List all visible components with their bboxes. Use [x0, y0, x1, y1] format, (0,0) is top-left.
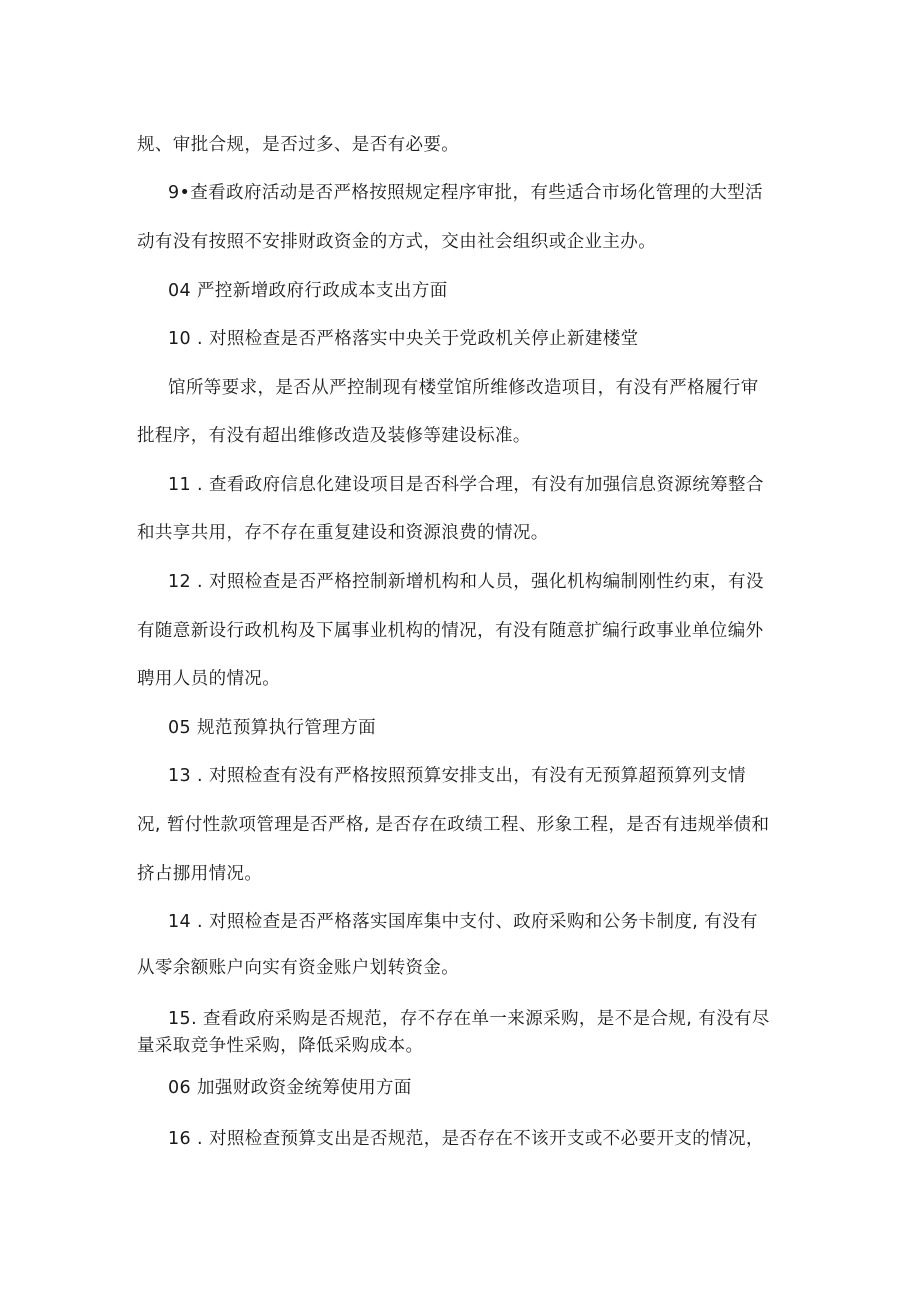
text-line: 13 . 对照检查有没有严格按照预算安排支出，有没有无预算超预算列支情 — [168, 766, 746, 786]
text-line: 有随意新设行政机构及下属事业机构的情况，有没有随意扩编行政事业单位编外 — [137, 621, 764, 641]
text-line: 10 . 对照检查是否严格落实中央关于党政机关停止新建楼堂 — [168, 329, 639, 349]
text-line: 况, 暂付性款项管理是否严格, 是否存在政绩工程、形象工程，是否有违规举债和 — [137, 815, 770, 835]
text-line: 15. 查看政府采购是否规范，存不存在单一来源采购，是不是合规, 有没有尽 — [168, 1009, 770, 1029]
text-line: 量采取竞争性采购，降低采购成本。 — [137, 1036, 424, 1056]
section-heading: 06 加强财政资金统筹使用方面 — [168, 1078, 412, 1098]
text-line: 从零余额账户向实有资金账户划转资金。 — [137, 958, 460, 978]
text-line: 和共享共用，存不存在重复建设和资源浪费的情况。 — [137, 523, 549, 543]
text-line: 动有没有按照不安排财政资金的方式，交由社会组织或企业主办。 — [137, 232, 657, 252]
section-heading: 05 规范预算执行管理方面 — [168, 718, 377, 738]
text-line: 12 . 对照检查是否严格控制新增机构和人员，强化机构编制刚性约束，有没 — [168, 572, 764, 592]
text-line: 聘用人员的情况。 — [137, 669, 281, 689]
text-line: 馆所等要求，是否从严控制现有楼堂馆所维修改造项目，有没有严格履行审 — [168, 378, 759, 398]
text-line: 挤占挪用情况。 — [137, 864, 263, 884]
section-heading: 04 严控新增政府行政成本支出方面 — [168, 281, 448, 301]
text-line: 11 . 查看政府信息化建设项目是否科学合理，有没有加强信息资源统筹整合 — [168, 475, 764, 495]
text-line: 批程序，有没有超出维修改造及装修等建设标准。 — [137, 426, 531, 446]
text-line: 9•查看政府活动是否严格按照规定程序审批，有些适合市场化管理的大型活 — [168, 183, 764, 203]
text-line: 规、审批合规，是否过多、是否有必要。 — [137, 135, 460, 155]
text-line: 16 . 对照检查预算支出是否规范，是否存在不该开支或不必要开支的情况， — [168, 1129, 764, 1149]
text-line: 14 . 对照检查是否严格落实国库集中支付、政府采购和公务卡制度, 有没有 — [168, 912, 758, 932]
